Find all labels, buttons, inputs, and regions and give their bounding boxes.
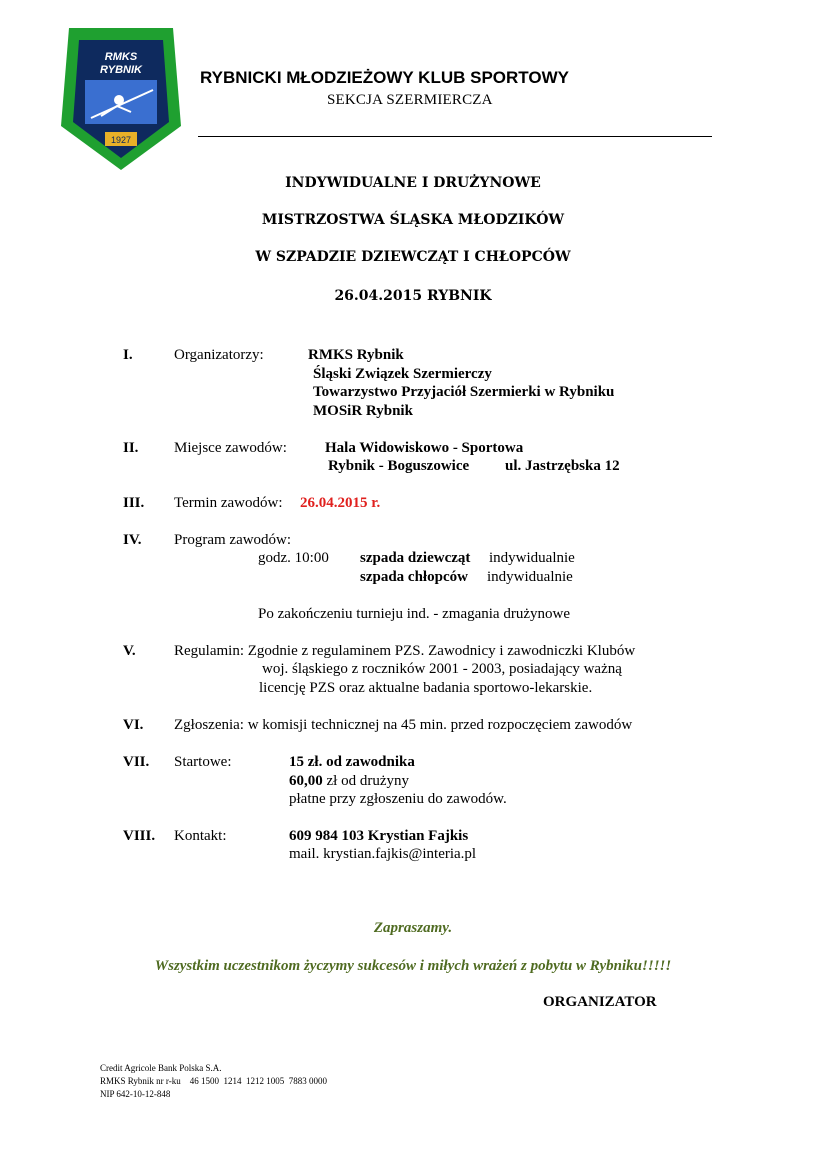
fee-team-unit: zł od drużyny (326, 773, 409, 789)
event-title-line-4: 26.04.2015 RYBNIK (334, 288, 492, 304)
organizer-3: Towarzystwo Przyjaciół Szermierki w Rybniku (313, 384, 615, 400)
section-7-number: VII. (123, 754, 150, 770)
program-item-1-bold: szpada dziewcząt (360, 550, 471, 566)
event-title-line-1: INDYWIDUALNE I DRUŻYNOWE (285, 175, 541, 191)
event-date: 26.04.2015 r. (300, 495, 381, 511)
venue-name: Hala Widowiskowo - Sportowa (325, 440, 524, 456)
section-7-label: Startowe: (174, 754, 232, 770)
section-3-label: Termin zawodów: (174, 495, 283, 511)
program-item-1-rest: indywidualnie (489, 550, 575, 566)
fee-payment-note: płatne przy zgłoszeniu do zawodów. (289, 791, 507, 807)
header-divider (198, 136, 712, 137)
section-5-number: V. (123, 643, 136, 659)
section-4-number: IV. (123, 532, 142, 548)
contact-email: mail. krystian.fajkis@interia.pl (289, 846, 477, 862)
program-item-2-rest: indywidualnie (487, 569, 573, 585)
signature: ORGANIZATOR (543, 994, 657, 1010)
section-2-label: Miejsce zawodów: (174, 440, 287, 456)
event-title-line-2: MISTRZOSTWA ŚLĄSKA MŁODZIKÓW (261, 212, 565, 228)
rules-line-3: licencję PZS oraz aktualne badania sportowo-lekarskie. (259, 680, 593, 696)
section-4-label: Program zawodów: (174, 532, 292, 548)
rules-line-2: woj. śląskiego z roczników 2001 - 2003, posiadający ważną (262, 661, 622, 677)
venue-district: Rybnik - Boguszowice (328, 458, 470, 474)
club-crest-icon (61, 28, 181, 170)
venue-street: ul. Jastrzębska 12 (505, 458, 620, 474)
registration-text: Zgłoszenia: w komisji technicznej na 45 min. przed rozpoczęciem zawodów (174, 717, 633, 733)
club-subtitle: SEKCJA SZERMIERCZA (327, 92, 493, 108)
section-8-number: VIII. (123, 828, 156, 844)
club-logo (61, 28, 181, 170)
wishes: Wszystkim uczestnikom życzymy sukcesów i miłych wrażeń z pobytu w Rybniku!!!!! (154, 958, 672, 974)
footer-account: RMKS Rybnik nr r-ku 46 1500 1214 1212 1005 7883 0000 (100, 1076, 327, 1086)
organizer-1: RMKS Rybnik (308, 347, 404, 363)
section-1-number: I. (123, 347, 133, 363)
footer-nip: NIP 642-10-12-848 (100, 1089, 171, 1099)
club-title: RYBNICKI MŁODZIEŻOWY KLUB SPORTOWY (200, 68, 569, 87)
logo-top-text: RMKS (104, 51, 138, 63)
fee-team-amount: 60,00 (289, 773, 323, 789)
program-time: godz. 10:00 (258, 550, 329, 566)
section-1-label: Organizatorzy: (174, 347, 264, 363)
section-2-number: II. (123, 440, 139, 456)
organizer-2: Śląski Związek Szermierczy (313, 366, 492, 382)
logo-year: 1927 (110, 135, 132, 145)
invitation: Zapraszamy. (373, 920, 453, 936)
fee-individual: 15 zł. od zawodnika (289, 754, 415, 770)
program-note: Po zakończeniu turnieju ind. - zmagania drużynowe (258, 606, 570, 622)
contact-phone-name: 609 984 103 Krystian Fajkis (289, 828, 469, 844)
rules-line-1: Regulamin: Zgodnie z regulaminem PZS. Zawodnicy i zawodniczki Klubów (174, 643, 636, 659)
section-6-number: VI. (123, 717, 144, 733)
section-3-number: III. (123, 495, 145, 511)
fee-team (289, 773, 409, 790)
section-8-label: Kontakt: (174, 828, 227, 844)
program-item-2-bold: szpada chłopców (360, 569, 468, 585)
organizer-4: MOSiR Rybnik (313, 403, 413, 419)
footer-bank: Credit Agricole Bank Polska S.A. (100, 1063, 222, 1073)
event-title-line-3: W SZPADZIE DZIEWCZĄT I CHŁOPCÓW (255, 249, 571, 265)
logo-bottom-text: RYBNIK (100, 64, 142, 76)
